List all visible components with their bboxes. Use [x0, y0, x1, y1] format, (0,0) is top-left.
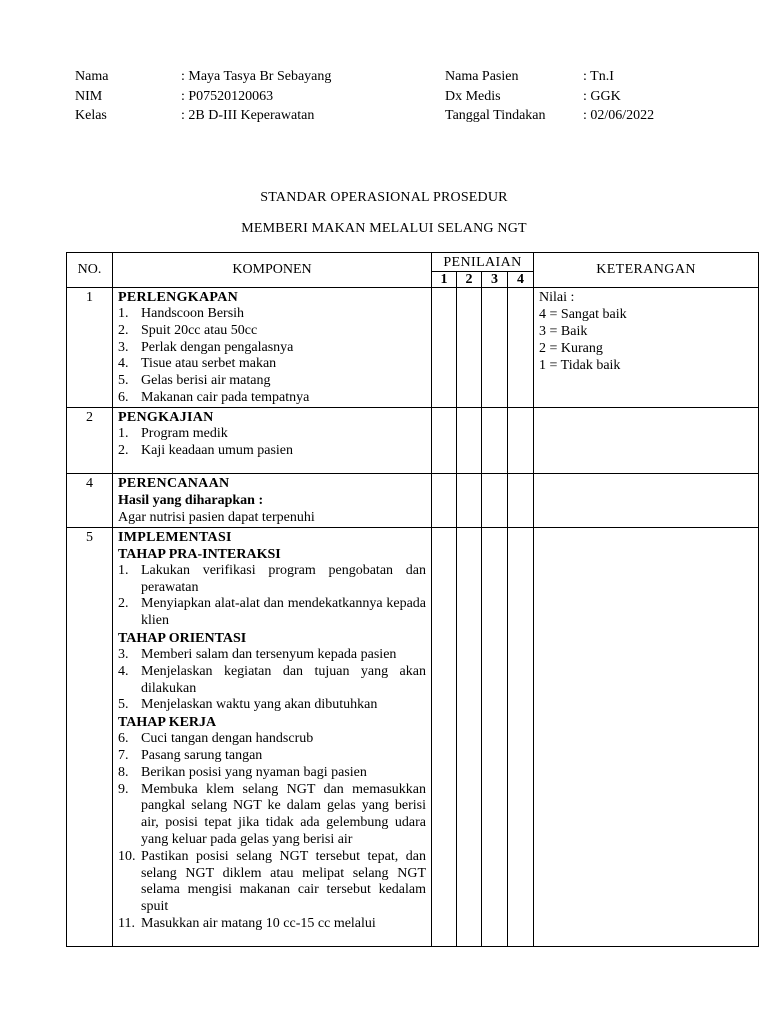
score-cell[interactable]	[457, 288, 482, 408]
label-nama: Nama	[75, 69, 109, 84]
table-row	[67, 527, 759, 946]
row-number: 2	[67, 407, 113, 473]
keterangan-line: Nilai :	[539, 290, 575, 305]
section-title: IMPLEMENTASI	[118, 529, 232, 545]
value-kelas: : 2B D-III Keperawatan	[181, 108, 315, 123]
row-number: 4	[67, 473, 113, 527]
keterangan-line: 2 = Kurang	[539, 341, 603, 356]
keterangan-cell	[534, 288, 759, 408]
score-cell[interactable]	[432, 527, 457, 946]
item-list	[113, 731, 426, 933]
score-cell[interactable]	[457, 527, 482, 946]
item-list	[113, 563, 426, 630]
keterangan-cell	[534, 407, 759, 473]
value-tanggal-tindakan: : 02/06/2022	[583, 108, 655, 123]
score-cell[interactable]	[482, 473, 508, 527]
keterangan-line: 1 = Tidak baik	[539, 358, 621, 373]
document-subtitle: MEMBERI MAKAN MELALUI SELANG NGT	[241, 221, 527, 236]
value-nim: : P07520120063	[181, 89, 274, 104]
item-list	[113, 306, 431, 407]
list-item: 9. Membuka klem selang NGT dan memasukkan pangkal selang NGT ke dalam gelas yang berisi air, posisi tepat jika tidak ada gelembung udara yang keluar pada gelas yang berisi air	[118, 781, 426, 847]
score-cell[interactable]	[508, 288, 534, 408]
list-item: 1. Handscoon Bersih	[118, 306, 245, 321]
value-nama: : Maya Tasya Br Sebayang	[181, 69, 332, 84]
col-no-header: NO.	[67, 253, 113, 288]
komponen-cell	[113, 288, 432, 408]
list-item: 11. Masukkan air matang 10 cc-15 cc melalui	[118, 915, 376, 931]
score-cell[interactable]	[508, 473, 534, 527]
col-penilaian-header: PENILAIAN	[432, 253, 534, 272]
score-cell[interactable]	[508, 407, 534, 473]
table-row	[67, 473, 759, 527]
keterangan-line: 4 = Sangat baik	[539, 307, 627, 322]
list-item: 6. Cuci tangan dengan handscrub	[118, 731, 314, 747]
score-1-header: 1	[432, 272, 457, 288]
list-item: 5. Gelas berisi air matang	[118, 373, 271, 389]
row-number: 1	[67, 288, 113, 408]
list-item: 10. Pastikan posisi selang NGT tersebut tepat, dan selang NGT diklem atau melipat selang NGT selama mengisi makanan cair tersebut kedalam spuit	[118, 848, 426, 915]
score-4-header: 4	[508, 272, 534, 288]
list-item: 2. Spuit 20cc atau 50cc	[118, 322, 258, 338]
komponen-cell	[113, 473, 432, 527]
list-item: 4. Menjelaskan kegiatan dan tujuan yang akan dilakukan	[118, 663, 426, 696]
section-text: Agar nutrisi pasien dapat terpenuhi	[118, 509, 315, 525]
score-3-header: 3	[482, 272, 508, 288]
list-item: 2. Kaji keadaan umum pasien	[118, 442, 294, 458]
komponen-cell	[113, 407, 432, 473]
score-cell[interactable]	[482, 527, 508, 946]
list-item: 8. Berikan posisi yang nyaman bagi pasien	[118, 764, 367, 780]
label-kelas: Kelas	[75, 108, 107, 123]
list-item: 1. Program medik	[118, 425, 228, 441]
list-item: 5. Menjelaskan waktu yang akan dibutuhkan	[118, 697, 378, 713]
value-dx-medis: : GGK	[583, 89, 621, 104]
list-item: 2. Menyiapkan alat-alat dan mendekatkannya kepada klien	[118, 596, 426, 629]
score-cell[interactable]	[432, 407, 457, 473]
stage-heading: TAHAP PRA-INTERAKSI	[118, 546, 281, 562]
score-2-header: 2	[457, 272, 482, 288]
score-cell[interactable]	[482, 288, 508, 408]
score-cell[interactable]	[508, 527, 534, 946]
stage-heading: TAHAP ORIENTASI	[118, 630, 247, 646]
item-list	[113, 426, 431, 460]
stage-heading: TAHAP KERJA	[118, 715, 217, 731]
col-keterangan-header: KETERANGAN	[534, 253, 759, 288]
section-title: PERENCANAAN	[118, 475, 230, 491]
sop-table	[66, 252, 759, 947]
list-item: 4. Tisue atau serbet makan	[118, 356, 277, 372]
document-title: STANDAR OPERASIONAL PROSEDUR	[260, 190, 508, 205]
row-number: 5	[67, 527, 113, 946]
label-nim: NIM	[75, 89, 103, 104]
list-item: 3. Memberi salam dan tersenyum kepada pasien	[118, 646, 397, 662]
score-cell[interactable]	[482, 407, 508, 473]
table-header-row	[67, 253, 759, 272]
section-subtitle: Hasil yang diharapkan :	[118, 492, 264, 508]
list-item: 6. Makanan cair pada tempatnya	[118, 389, 310, 405]
list-item: 7. Pasang sarung tangan	[118, 747, 263, 763]
table-row	[67, 407, 759, 473]
section-title: PENGKAJIAN	[118, 409, 214, 425]
table-row	[67, 288, 759, 408]
komponen-cell	[113, 527, 432, 946]
col-komponen-header: KOMPONEN	[113, 253, 432, 288]
section-title: PERLENGKAPAN	[118, 290, 239, 305]
label-tanggal-tindakan: Tanggal Tindakan	[445, 108, 546, 123]
score-cell[interactable]	[432, 288, 457, 408]
keterangan-cell	[534, 473, 759, 527]
list-item: 3. Perlak dengan pengalasnya	[118, 339, 294, 355]
label-dx-medis: Dx Medis	[445, 89, 501, 104]
keterangan-cell	[534, 527, 759, 946]
score-cell[interactable]	[432, 473, 457, 527]
value-nama-pasien: : Tn.I	[583, 69, 614, 84]
list-item: 1. Lakukan verifikasi program pengobatan dan perawatan	[118, 562, 426, 595]
item-list	[113, 647, 426, 714]
score-cell[interactable]	[457, 407, 482, 473]
label-nama-pasien: Nama Pasien	[445, 69, 519, 84]
score-cell[interactable]	[457, 473, 482, 527]
keterangan-line: 3 = Baik	[539, 324, 588, 339]
